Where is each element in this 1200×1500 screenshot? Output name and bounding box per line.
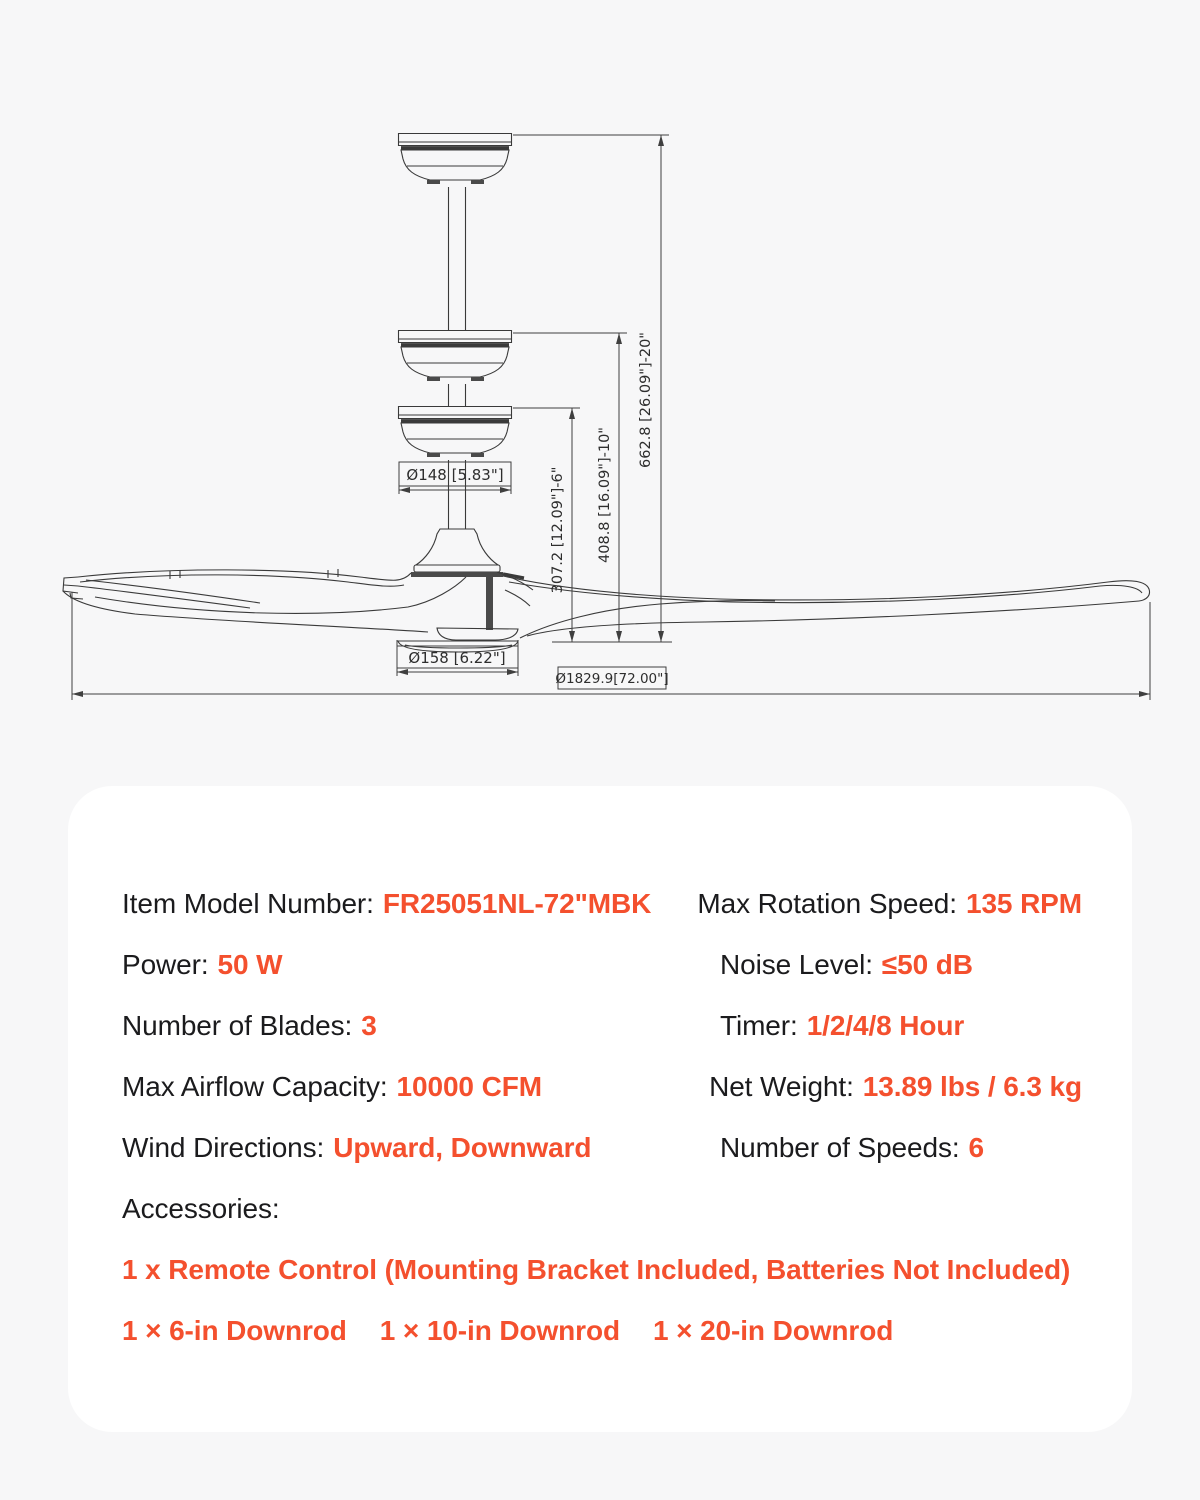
dim-label-height-6in: 307.2 [12.09"]-6" (550, 466, 566, 594)
spec-row-accessory-note (122, 1253, 1082, 1287)
spec-max-rotation-speed (697, 887, 1082, 921)
dim-height-lines (513, 135, 672, 642)
spec-value: 6 (968, 1132, 985, 1163)
accessory-downrod-10in: 1 × 10-in Downrod (379, 1315, 620, 1346)
canopy-top (399, 134, 512, 185)
dim-label-height-10in: 408.8 [16.09"]-10" (597, 427, 613, 563)
accessory-downrod-20in: 1 × 20-in Downrod (653, 1315, 894, 1346)
dim-canopy-diameter (399, 462, 511, 494)
spec-row-accessories-heading (122, 1192, 1082, 1226)
spec-net-weight (709, 1070, 1082, 1104)
spec-max-airflow (122, 1070, 709, 1104)
spec-row-airflow-weight (122, 1070, 1082, 1104)
accessories-heading: Accessories: (122, 1193, 280, 1224)
spec-label: Item Model Number: (122, 888, 374, 919)
spec-value: FR25051NL-72"MBK (382, 888, 652, 919)
specifications-card (68, 786, 1132, 1432)
motor-bell (411, 529, 524, 630)
spec-label: Number of Speeds: (720, 1132, 960, 1163)
spec-value: 50 W (217, 949, 283, 980)
fan-blade-right (497, 572, 1150, 638)
spec-row-model-speed (122, 887, 1082, 921)
dim-label-height-20in: 662.8 [26.09"]-20" (638, 332, 654, 468)
dim-overall-diameter (72, 592, 1150, 700)
dim-label-motor-diameter: Ø158 [6.22"] (408, 649, 506, 667)
spec-label: Max Rotation Speed: (697, 888, 957, 919)
spec-wind-directions (122, 1131, 720, 1165)
spec-number-of-speeds (720, 1131, 984, 1165)
spec-label: Timer: (720, 1010, 798, 1041)
dim-label-canopy-diameter: Ø148 [5.83"] (406, 466, 504, 484)
spec-label: Number of Blades: (122, 1010, 353, 1041)
spec-value: Upward, Downward (333, 1132, 592, 1163)
spec-row-downrods (122, 1314, 1082, 1348)
spec-value: 3 (361, 1010, 377, 1041)
spec-row-blades-timer (122, 1009, 1082, 1043)
spec-label: Net Weight: (709, 1071, 854, 1102)
spec-label: Max Airflow Capacity: (122, 1071, 388, 1102)
dim-motor-diameter (397, 640, 518, 676)
spec-noise-level (720, 948, 973, 982)
spec-timer (720, 1009, 964, 1043)
spec-value: ≤50 dB (881, 949, 973, 980)
accessory-downrod-6in: 1 × 6-in Downrod (122, 1315, 347, 1346)
canopy-lower (399, 407, 512, 458)
spec-value: 1/2/4/8 Hour (806, 1010, 965, 1041)
spec-power (122, 948, 720, 982)
spec-item-model-number (122, 887, 697, 921)
spec-label: Wind Directions: (122, 1132, 325, 1163)
spec-number-of-blades (122, 1009, 720, 1043)
spec-value: 135 RPM (965, 888, 1082, 919)
spec-row-power-noise (122, 948, 1082, 982)
canopy-middle (399, 331, 512, 382)
fan-blade-left (63, 569, 466, 632)
spec-value: 13.89 lbs / 6.3 kg (862, 1071, 1082, 1102)
dim-label-overall-diameter: Ø1829.9[72.00"] (555, 671, 669, 687)
spec-label: Power: (122, 949, 209, 980)
spec-row-wind-speeds (122, 1131, 1082, 1165)
accessory-remote-control: 1 x Remote Control (Mounting Bracket Included, Batteries Not Included) (122, 1254, 1071, 1285)
spec-label: Noise Level: (720, 949, 873, 980)
spec-value: 10000 CFM (396, 1071, 542, 1102)
